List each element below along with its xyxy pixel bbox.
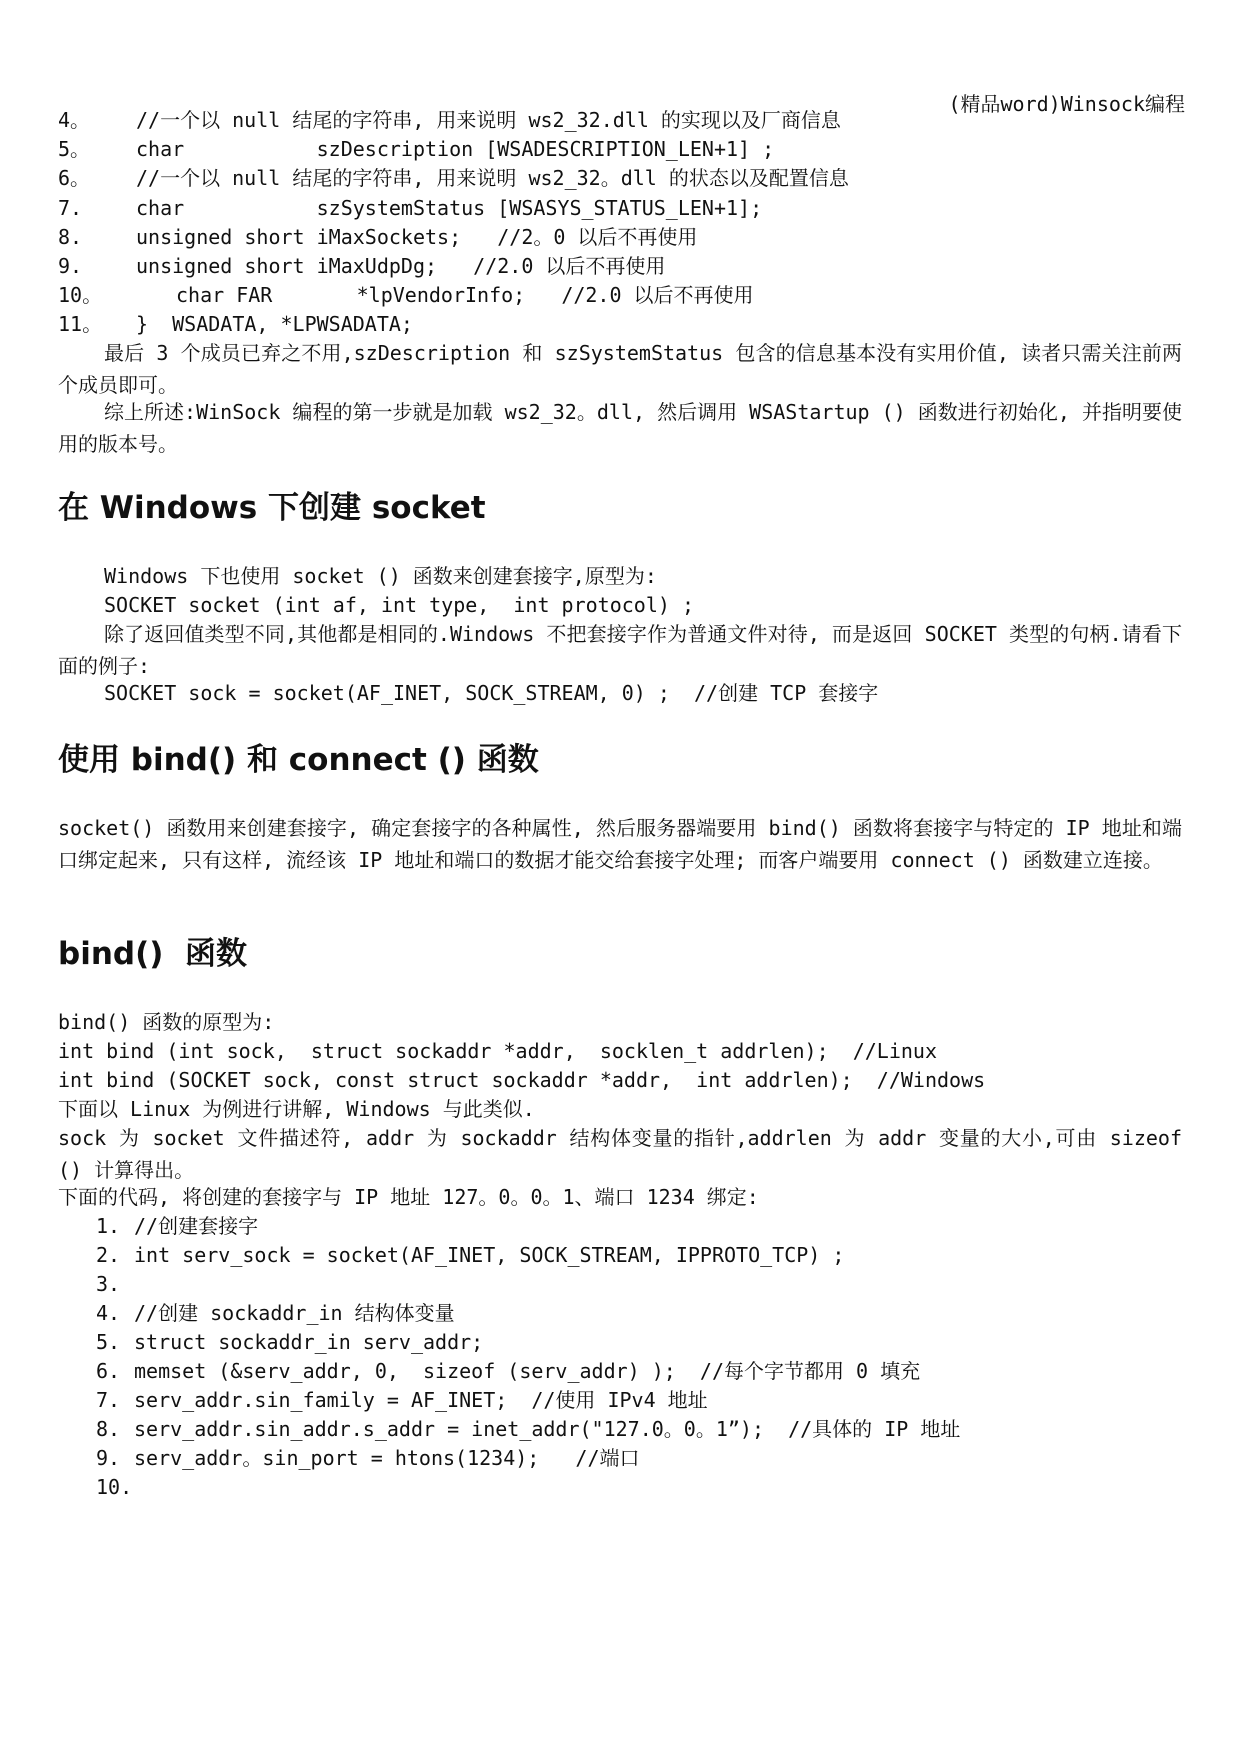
code-line-number: 9. (96, 1446, 121, 1470)
code-line-number: 6. (96, 1359, 121, 1383)
bind-text-line: 下面以 Linux 为例进行讲解, Windows 与此类似. (58, 1097, 535, 1121)
struct-line-number: 8. (58, 225, 83, 249)
code-line: //创建 sockaddr_in 结构体变量 (134, 1301, 455, 1325)
struct-line-number: 6。 (58, 166, 91, 190)
code-line-number: 1. (96, 1214, 121, 1238)
struct-line: //一个以 null 结尾的字符串, 用来说明 ws2_32。dll 的状态以及配置信息 (136, 166, 849, 190)
socket-description: 除了返回值类型不同,其他都是相同的.Windows 不把套接字作为普通文件对待, 而是返回 SOCKET 类型的句柄.请看下面的例子: (58, 622, 1182, 678)
struct-line-number: 7. (58, 196, 83, 220)
code-line: serv_addr.sin_addr.s_addr = inet_addr("127.0。0。1”); //具体的 IP 地址 (134, 1417, 961, 1441)
code-line-number: 3. (96, 1272, 121, 1296)
struct-line: char FAR *lpVendorInfo; //2.0 以后不再使用 (176, 283, 754, 307)
code-line: memset (&serv_addr, 0, sizeof (serv_addr) ); //每个字节都用 0 填充 (134, 1359, 921, 1383)
code-line-number: 2. (96, 1243, 121, 1267)
struct-line-number: 9. (58, 254, 83, 278)
struct-line: } WSADATA, *LPWSADATA; (136, 312, 413, 336)
code-line-number: 4. (96, 1301, 121, 1325)
code-line: serv_addr.sin_family = AF_INET; //使用 IPv4 地址 (134, 1388, 708, 1412)
bind-text-line: int bind (int sock, struct sockaddr *addr, socklen_t addrlen); //Linux (58, 1039, 937, 1063)
paragraph-members: 最后 3 个成员已弃之不用,szDescription 和 szSystemStatus 包含的信息基本没有实用价值, 读者只需关注前两个成员即可。 (58, 341, 1182, 397)
struct-line-number: 10。 (58, 283, 103, 307)
struct-line-number: 4。 (58, 108, 91, 132)
socket-example: SOCKET sock = socket(AF_INET, SOCK_STREAM, 0) ; //创建 TCP 套接字 (104, 681, 879, 705)
struct-line-number: 11。 (58, 312, 103, 336)
code-line-number: 7. (96, 1388, 121, 1412)
socket-prototype: SOCKET socket (int af, int type, int protocol) ; (104, 593, 695, 617)
bind-description: sock 为 socket 文件描述符, addr 为 sockaddr 结构体变量的指针,addrlen 为 addr 变量的大小,可由 sizeof () 计算得出。 (58, 1126, 1182, 1182)
struct-line: unsigned short iMaxUdpDg; //2.0 以后不再使用 (136, 254, 666, 278)
bind-code-intro: 下面的代码, 将创建的套接字与 IP 地址 127。0。0。1、端口 1234 绑定: (58, 1185, 759, 1209)
bind-text-line: bind() 函数的原型为: (58, 1010, 275, 1034)
code-line-number: 8. (96, 1417, 121, 1441)
struct-line-number: 5。 (58, 137, 91, 161)
code-line: int serv_sock = socket(AF_INET, SOCK_STREAM, IPPROTO_TCP) ; (134, 1243, 845, 1267)
code-line: serv_addr。sin_port = htons(1234); //端口 (134, 1446, 640, 1470)
struct-line: char szDescription [WSADESCRIPTION_LEN+1] ; (136, 137, 775, 161)
section-heading-bind: bind() 函数 (58, 936, 247, 972)
code-line-number: 5. (96, 1330, 121, 1354)
socket-intro: Windows 下也使用 socket () 函数来创建套接字,原型为: (104, 564, 657, 588)
struct-line: //一个以 null 结尾的字符串, 用来说明 ws2_32.dll 的实现以及厂商信息 (136, 108, 841, 132)
struct-line: unsigned short iMaxSockets; //2。0 以后不再使用 (136, 225, 698, 249)
code-line: struct sockaddr_in serv_addr; (134, 1330, 484, 1354)
bind-connect-description: socket() 函数用来创建套接字, 确定套接字的各种属性, 然后服务器端要用 bind() 函数将套接字与特定的 IP 地址和端口绑定起来, 只有这样, 流经该 IP 地址和端口的数据才能交给套接字处理; 而客户端要用 connect () 函数建立连接。 (58, 816, 1182, 872)
code-line-number: 10. (96, 1475, 133, 1499)
code-line: //创建套接字 (134, 1214, 259, 1238)
section-heading-create-socket: 在 Windows 下创建 socket (58, 490, 486, 526)
section-heading-bind-connect: 使用 bind() 和 connect () 函数 (58, 742, 539, 778)
struct-line: char szSystemStatus [WSASYS_STATUS_LEN+1]; (136, 196, 763, 220)
paragraph-summary: 综上所述:WinSock 编程的第一步就是加载 ws2_32。dll, 然后调用 WSAStartup () 函数进行初始化, 并指明要使用的版本号。 (58, 400, 1182, 456)
bind-text-line: int bind (SOCKET sock, const struct sockaddr *addr, int addrlen); //Windows (58, 1068, 986, 1092)
page-header: (精品word)Winsock编程 (948, 92, 1185, 116)
